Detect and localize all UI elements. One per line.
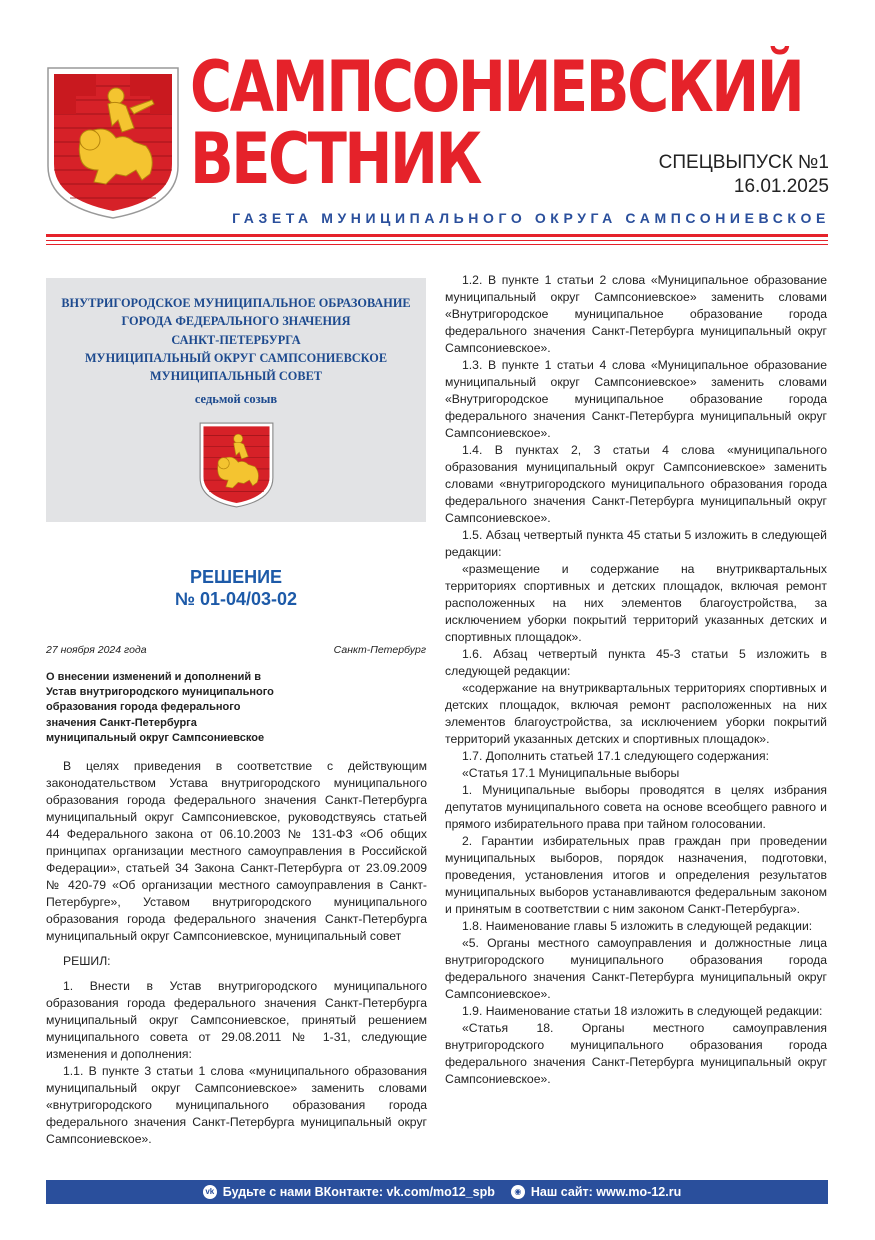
decision-date: 27 ноября 2024 года [46,644,147,656]
paragraph: 1. Муниципальные выборы проводятся в целях избрания депутатов муниципального совета на основе всеобщего равного и прямого избирательного права при тайном голосовании. [445,783,827,831]
vk-link[interactable]: Будьте с нами ВКонтакте: vk.com/mo12_spb [222,1185,495,1199]
paragraph: 1.8. Наименование главы 5 изложить в следующей редакции: [462,919,813,933]
decision-number: № 01-04/03-02 [174,589,298,609]
council-line: САНКТ-ПЕТЕРБУРГА [171,332,301,347]
paragraph: 1.3. В пункте 1 статьи 4 слова «Муниципальное образование муниципальный округ Сампсониевское» заменить словами «Внутригородское муниципальное образование города федерального значения Санкт-Петербурга муниципальный округ Сампсониевское». [445,358,827,440]
paragraph: «Статья 18. Органы местного самоуправления внутригородского муниципального образования города федерального значения Санкт-Петербурга муниципальный округ Сампсониевское». [445,1021,827,1086]
decision-word: РЕШЕНИЕ [189,567,283,587]
decision-date-line [46,644,426,656]
vk-icon: vk [203,1185,217,1199]
council-line: МУНИЦИПАЛЬНЫЙ СОВЕТ [150,369,322,384]
divider [46,234,828,237]
issue-label: СПЕЦВЫПУСК №1 [658,152,829,173]
convocation: седьмой созыв [194,392,278,406]
paragraph: «5. Органы местного самоуправления и должностные лица внутригородского муниципального образования города федерального значения Санкт-Петербурга муниципальный округ Сампсониевское». [445,936,827,1001]
issue-info [659,151,829,199]
council-line: ГОРОДА ФЕДЕРАЛЬНОГО ЗНАЧЕНИЯ [121,314,351,329]
globe-icon: ◉ [511,1185,525,1199]
issue-date: 16.01.2025 [733,176,829,197]
decision-heading: О внесении изменений и дополнений в Устав внутригородского муниципального образования города федерального значения Санкт-Петербурга муниципальный округ Сампсониевское [46,671,274,744]
divider [46,240,828,241]
left-column [46,758,427,1148]
paragraph: 1.5. Абзац четвертый пункта 45 статьи 5 изложить в следующей редакции: [445,528,827,559]
newspaper-title-line1: САМПСОНИЕВСКИЙ [190,46,803,128]
paragraph: 1.1. В пункте 3 статьи 1 слова «муниципального образования муниципальный округ Сампсониевское» заменить словами «внутригородского муниципального образования города федерального значения Санкт-Петербурга муниципальный округ Сампсониевское». [46,1064,427,1146]
footer-bar [46,1180,828,1204]
council-line: ВНУТРИГОРОДСКОЕ МУНИЦИПАЛЬНОЕ ОБРАЗОВАНИЕ [61,296,411,310]
site-link[interactable]: Наш сайт: www.mo-12.ru [530,1185,682,1199]
paragraph: 1. Внести в Устав внутригородского муниципального образования города федерального значения Санкт-Петербурга муниципальный округ Сампсониевское, принятый решением муниципального совета от 29.08.2011 № 1-31, следующие изменения и дополнения: [46,979,427,1061]
right-column [445,272,827,1088]
paragraph: РЕШИЛ: [63,954,111,968]
paragraph: 1.7. Дополнить статьей 17.1 следующего содержания: [462,749,769,763]
paragraph: «Статья 17.1 Муниципальные выборы [462,766,680,780]
council-line: МУНИЦИПАЛЬНЫЙ ОКРУГ САМПСОНИЕВСКОЕ [84,350,388,365]
council-header-box [46,278,426,522]
paragraph: «размещение и содержание на внутриквартальных территориях спортивных и детских площадок, включая ремонт расположенных на них элементов благоустройства, за исключением уборки покрытий территорий указанных детских и спортивных площадок». [445,562,827,644]
newspaper-title-line2: ВЕСТНИК [190,118,481,200]
council-name [46,294,426,385]
coat-of-arms-logo [46,66,180,220]
paragraph: В целях приведения в соответствие с действующим законодательством Устава внутригородского муниципального образования города федерального значения Санкт-Петербурга муниципальный округ Сампсониевское, руководствуясь статьей 44 Федерального закона от 06.10.2003 № 131-ФЗ «Об общих принципах организации местного самоуправления в Российской Федерации», статьей 34 Закона Санкт-Петербурга от 23.09.2009 № 420-79 «Об организации местного самоуправления в Санкт-Петербурге», Уставом внутригородского муниципального образования города федерального значения Санкт-Петербурга муниципальный округ Сампсониевское, муниципальный совет [46,759,427,943]
decision-title [46,566,426,610]
paragraph: «содержание на внутриквартальных территориях спортивных и детских площадок, включая ремонт расположенных на них элементов благоустройства, за исключением уборки покрытий территорий указанных детских и спортивных площадок». [445,681,827,746]
paragraph: 2. Гарантии избирательных прав граждан при проведении муниципальных выборов, порядок назначения, подготовки, проведения, установления итогов и определения результатов муниципальных выборов устанавливаются федеральным законом и принятым в соответствии с ним законом Санкт-Петербурга». [445,834,827,916]
newspaper-subtitle: ГАЗЕТА МУНИЦИПАЛЬНОГО ОКРУГА САМПСОНИЕВСКОЕ [232,210,830,226]
paragraph: 1.9. Наименование статьи 18 изложить в следующей редакции: [462,1004,823,1018]
paragraph: 1.6. Абзац четвертый пункта 45-3 статьи 5 изложить в следующей редакции: [445,647,827,678]
divider [46,244,828,245]
paragraph: 1.2. В пункте 1 статьи 2 слова «Муниципальное образование муниципальный округ Сампсониевское» заменить словами «Внутригородское муниципальное образование города федерального значения Санкт-Петербурга муниципальный округ Сампсониевское». [445,273,827,355]
decision-city: Санкт-Петербург [333,644,426,656]
coat-of-arms-icon [199,420,274,510]
paragraph: 1.4. В пунктах 2, 3 статьи 4 слова «муниципального образования муниципальный округ Сампсониевское» заменить словами «внутригородского муниципального образования города федерального значения Санкт-Петербурга муниципальный округ Сампсониевское». [445,443,827,525]
